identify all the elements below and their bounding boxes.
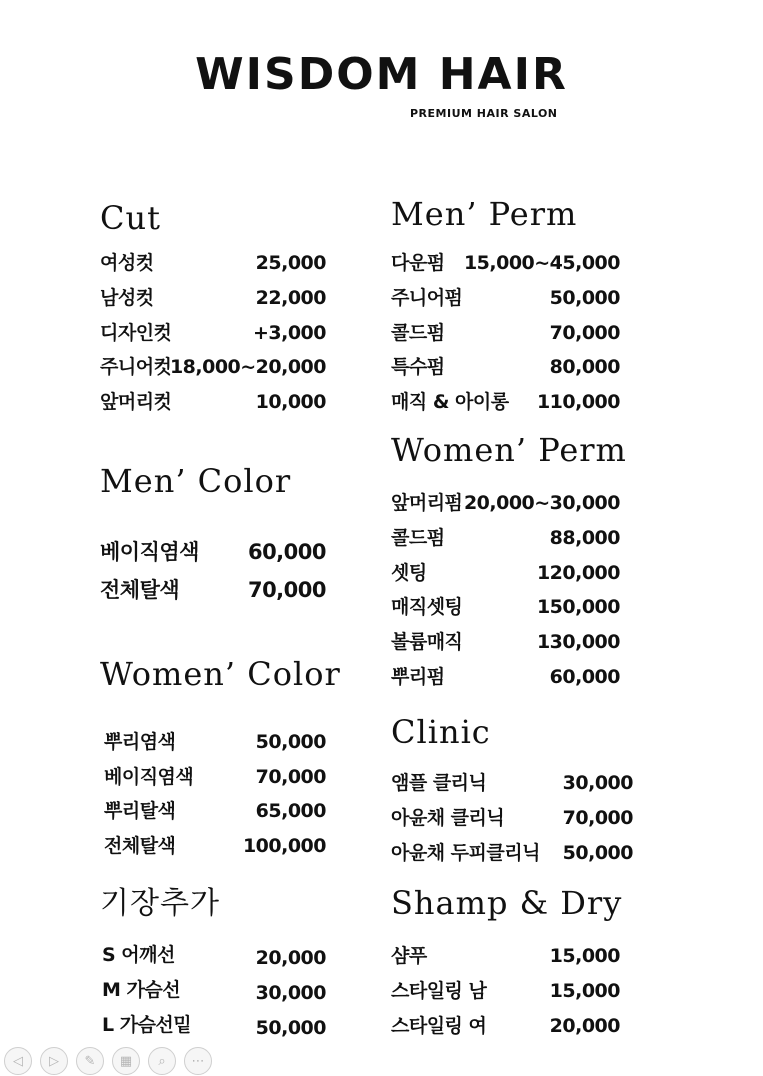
menu-item-name: 앞머리컷 <box>100 391 172 413</box>
section-title-shampoo: Shamp & Dry <box>391 884 623 922</box>
menu-item-price: 15,000~45,000 <box>463 252 620 274</box>
section-title-men-perm: Men’ Perm <box>391 195 578 233</box>
section-title-men-color: Men’ Color <box>100 462 292 500</box>
more-icon[interactable]: ⋯ <box>184 1047 212 1075</box>
menu-item-name: 베이직염색 <box>100 540 199 564</box>
menu-item-price: 50,000 <box>255 731 326 753</box>
menu-item-price: 60,000 <box>549 666 620 688</box>
slides-icon[interactable]: ▦ <box>112 1047 140 1075</box>
menu-item-price: 18,000~20,000 <box>169 356 326 378</box>
menu-item-price: 130,000 <box>536 631 620 653</box>
section-title-cut: Cut <box>100 199 161 237</box>
menu-item-price: 30,000 <box>562 772 633 794</box>
menu-item-name: L 가슴선밑 <box>102 1014 192 1036</box>
brand-tagline: PREMIUM HAIR SALON <box>410 107 558 120</box>
section-title-length: 기장추가 <box>100 886 220 921</box>
menu-item-name: 매직셋팅 <box>391 596 463 618</box>
menu-item-price: 50,000 <box>549 287 620 309</box>
menu-item-name: 전체탈색 <box>104 835 176 857</box>
menu-item-price: 88,000 <box>549 527 620 549</box>
menu-item-name: 뿌리탈색 <box>104 800 176 822</box>
menu-item-name: 남성컷 <box>100 287 154 309</box>
menu-item-name: 아윤채 두피클리닉 <box>391 842 540 864</box>
menu-item-name: S 어깨선 <box>102 944 175 966</box>
menu-item-name: 스타일링 남 <box>391 980 487 1002</box>
menu-item-price: 110,000 <box>536 391 620 413</box>
menu-item-name: 아윤채 클리닉 <box>391 807 505 829</box>
menu-item-name: 스타일링 여 <box>391 1015 487 1037</box>
menu-item-price: 65,000 <box>255 800 326 822</box>
prev-arrow-icon[interactable]: ◁ <box>4 1047 32 1075</box>
menu-item-name: 특수펌 <box>391 356 445 378</box>
next-arrow-icon[interactable]: ▷ <box>40 1047 68 1075</box>
menu-item-price: 70,000 <box>255 766 326 788</box>
menu-item-price: 30,000 <box>255 982 326 1004</box>
menu-item-price: 120,000 <box>536 562 620 584</box>
menu-item-price: +3,000 <box>252 322 326 344</box>
menu-item-price: 50,000 <box>562 842 633 864</box>
menu-item-name: 다운펌 <box>391 252 445 274</box>
menu-item-price: 15,000 <box>549 945 620 967</box>
menu-item-name: 샴푸 <box>391 945 427 967</box>
menu-item-name: M 가슴선 <box>102 979 181 1001</box>
menu-item-price: 150,000 <box>536 596 620 618</box>
viewer-toolbar <box>4 1046 212 1076</box>
zoom-icon[interactable]: ⌕ <box>148 1047 176 1075</box>
menu-item-name: 전체탈색 <box>100 578 180 602</box>
menu-item-name: 볼륨매직 <box>391 631 463 653</box>
menu-item-price: 50,000 <box>255 1017 326 1039</box>
menu-item-price: 22,000 <box>255 287 326 309</box>
menu-item-name: 뿌리염색 <box>104 731 176 753</box>
menu-item-name: 주니어펌 <box>391 287 463 309</box>
brand-title: WISDOM HAIR <box>195 49 568 100</box>
menu-item-name: 베이직염색 <box>104 766 194 788</box>
menu-item-price: 80,000 <box>549 356 620 378</box>
menu-item-price: 60,000 <box>247 540 326 564</box>
section-title-women-perm: Women’ Perm <box>391 431 627 469</box>
menu-item-price: 10,000 <box>255 391 326 413</box>
menu-item-price: 25,000 <box>255 252 326 274</box>
menu-item-price: 100,000 <box>242 835 326 857</box>
menu-item-price: 20,000~30,000 <box>463 492 620 514</box>
menu-item-name: 매직 & 아이롱 <box>391 391 509 413</box>
menu-item-name: 콜드펌 <box>391 527 445 549</box>
menu-item-price: 15,000 <box>549 980 620 1002</box>
pen-icon[interactable]: ✎ <box>76 1047 104 1075</box>
menu-item-name: 앰플 클리닉 <box>391 772 487 794</box>
menu-item-price: 70,000 <box>549 322 620 344</box>
menu-item-name: 뿌리펌 <box>391 666 445 688</box>
menu-item-name: 콜드펌 <box>391 322 445 344</box>
menu-item-name: 주니어컷 <box>100 356 172 378</box>
menu-item-price: 70,000 <box>562 807 633 829</box>
section-title-women-color: Women’ Color <box>100 655 341 693</box>
menu-item-name: 디자인컷 <box>100 322 172 344</box>
menu-item-name: 여성컷 <box>100 252 154 274</box>
menu-item-name: 셋팅 <box>391 562 427 584</box>
menu-item-name: 앞머리펌 <box>391 492 463 514</box>
section-title-clinic: Clinic <box>391 713 491 751</box>
menu-item-price: 70,000 <box>247 578 326 602</box>
menu-item-price: 20,000 <box>549 1015 620 1037</box>
menu-item-price: 20,000 <box>255 947 326 969</box>
